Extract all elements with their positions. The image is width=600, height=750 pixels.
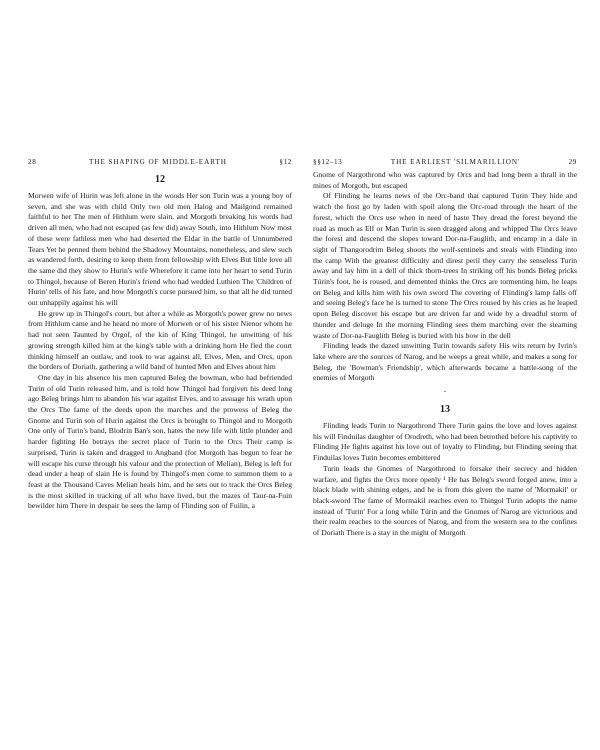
left-paragraph-1: Morwen wife of Hurin was left alone in the woods Her son Turin was a young boy of seven, and she was with child Only two old men Halog and Mailgond remained faithful to her The men of Hithlum were slain, and Morgoth breaking his words had driven all men, who had not escaped (as few did) away South, into Hithlum Now most of these were fathless men who had deserted the Eldar in the battle of Unnumbered Tears Yet he penned them behind the Shadowy Mountains, nonetheless, and slew such as wandered forth, desiring to keep them from fellowship with Elves But little love all the same did they show to Hurin's wife Wherefore it came into her heart to send Turin to Thingol, because of Beren Hurin's friend who had wedded Luthien The 'Children of Hurin' tells of his fate, and how Morgoth's curse pursued him, so that all he did turned out unhappily against his will <box>28 191 292 308</box>
right-paragraph-3: Flinding leads the dazed unwitting Turin towards safety His wits return by Ivrin's lake where are the sources of Narog, and he weeps a great while, and makes a song for Beleg, the 'Bowman's Friendship', which afterwards became a battle-song of the enemies of Morgoth <box>313 341 577 383</box>
right-running-head <box>313 158 577 170</box>
right-paragraph-4: Flinding leads Turin to Nargothrond There Turin gains the love and loves against his will Finduilas daughter of Orodreth, who had been betrothed before his captivity to Flinding He fights against his love out of loyalty to Flinding, but Flinding seeing that Finduilas loves Turin becomes embittered <box>313 421 577 463</box>
left-section-ref: §12 <box>279 158 292 166</box>
section-number-12: 12 <box>155 174 165 185</box>
section-number-13: 13 <box>440 404 450 416</box>
right-paragraph-2: Of Flinding he learns news of the Orc-band that captured Turin They hide and watch the host go by laden with spoil along the Orc-road through the heart of the forest, which the Orcs use when in need of haste They dread the forest beyond the road as much as Elf or Man Turin is seen dragged along and whipped The Orcs leave the forest and descend the slopes toward Dor-na-Fauglith, and encamp in a dale in sight of Thangorodrim Beleg shoots the wolf-sentinels and steals with Flinding into the camp With the greatest difficulty and direst peril they carry the senseless Turin away and lay him in a dell of thick thorn-trees In striking off his bonds Beleg pricks Túrin's foot, he is roused, and demented thinks the Orcs are tormenting him, he leaps on Beleg and kills him with his own sword The covering of Flinding's lamp falls off and seeing Beleg's face he is turned to stone The Orcs roused by his cries as he leaped upon Beleg discover his escape but are driven far and wide by a dreadful storm of thunder and deluge In the morning Flinding sees them marching over the steaming waste of Dor-na-Fauglith Beleg is buried with his bow in the dell <box>313 191 577 340</box>
section-divider: - <box>443 387 447 396</box>
right-page-number: 29 <box>568 158 577 166</box>
left-page <box>28 158 292 512</box>
right-paragraph-5: Turin leads the Gnomes of Nargothrond to forsake their secrecy and hidden warfare, and fights the Orcs more openly ¹ He has Beleg's sword forged anew, into a black blade with shining edges, and he is from this given the name of 'Mormakil' or black-sword The fame of Mormakil reaches even to Thingol Turin adopts the name instead of 'Turin' For a long while Túrin and the Gnomes of Narog are victorious and their realm reaches to the sources of Narog, and from the western sea to the confines of Doriath There is a stay in the might of Morgoth <box>313 463 577 538</box>
right-running-title: THE EARLIEST 'SILMARILLION' <box>390 158 521 166</box>
left-running-head <box>28 158 292 170</box>
right-page <box>313 158 577 539</box>
right-section-ref: §§12–13 <box>313 158 343 166</box>
left-running-title: THE SHAPING OF MIDDLE-EARTH <box>88 158 227 166</box>
left-page-number: 28 <box>28 158 37 166</box>
right-paragraph-1: Gnome of Nargothrond who was captured by Orcs and had long been a thrall in the mines of Morgoth, but escaped <box>313 170 577 190</box>
left-paragraph-2: He grew up in Thingol's court, but after a while as Morgoth's power grew no news from Hithlum came and he heard no more of Morwen or of his sister Nienor whom he had not seen Taunted by Orgof, of the kin of King Thingol, he unwitting of his growing strength killed him at the king's table with a drinking horn He fled the court thinking himself an outlaw, and took to war against all, Elves, Men, and Orcs, upon the borders of Doriath, gathering a wild band of hunted Men and Elves about him <box>28 308 292 372</box>
left-paragraph-3: One day in his absence his men captured Beleg the bowman, who had befriended Turin of old Turin released him, and is told how Thingol had forgiven his deed long ago Beleg brings him to abandon his war against Elves, and to assuage his wrath upon the Orcs The fame of the deeds upon the marches and the prowess of Beleg the Gnome and Turin son of Hurin against the Orcs is brought to Thingol and to Morgoth One only of Turin's band, Blodrin Ban's son, hates the new life with little plunder and harder fighting He betrays the secret place of Turin to the Orcs Their camp is surprised, Turin is taken and dragged to Angband (for Morgoth has begun to fear he will escape his curse through his valour and the protection of Melian), Beleg is left for dead under a heap of slain He is found by Thingol's men come to summon them to a feast at the Thousand Caves Melian heals him, and he sets out to track the Orcs Beleg is the most skilled in tracking of all who have lived, but the mazes of Taur-na-Fuin bewilder him There in despair he sees the lamp of Flinding son of Fuilin, a <box>28 372 292 511</box>
